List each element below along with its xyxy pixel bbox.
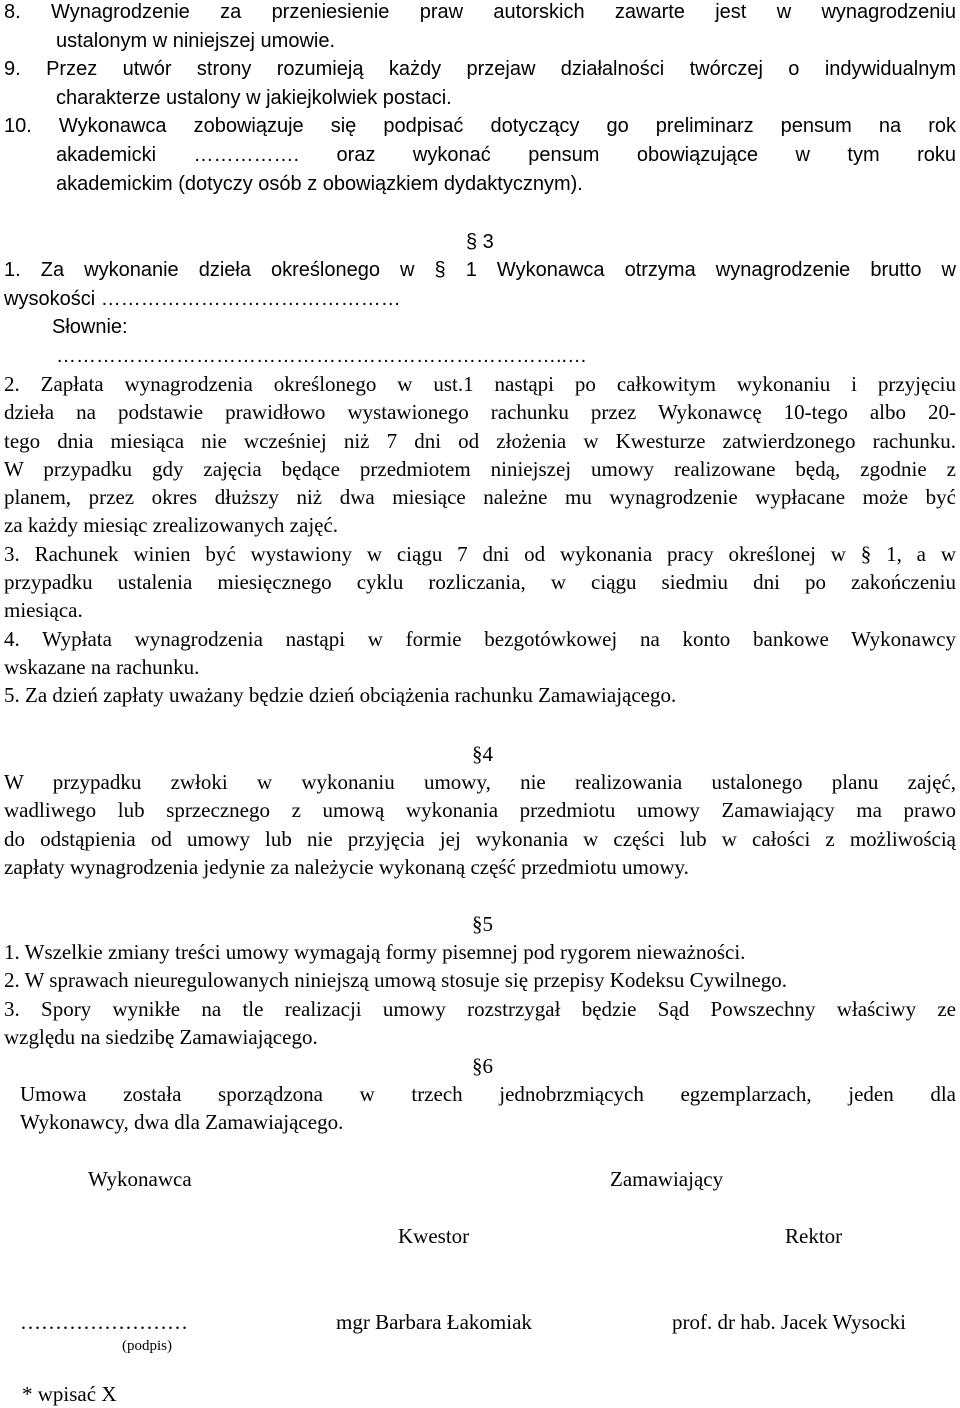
section-5-heading: §5 [472, 912, 493, 936]
item-9-line-1: 9. Przez utwór strony rozumieją każdy przejaw działalności twórczej o indywidualnym [4, 58, 956, 81]
s3-p2-line-2: dzieła na podstawie prawidłowo wystawionego rachunku przez Wykonawcę 10-tego albo 20- [4, 400, 956, 425]
s5-p3-line-1: 3. Spory wynikłe na tle realizacji umowy rozstrzygał będzie Sąd Powszechny właściwy ze [4, 996, 956, 1021]
signature-label-wykonawca: Wykonawca [88, 1167, 192, 1191]
section-4-para [4, 768, 956, 881]
s3-p3-line-3: miesiąca. [4, 598, 83, 623]
section-3-heading: § 3 [466, 231, 494, 253]
section-3-para-2 [4, 370, 956, 710]
s3-p4-line-2: wskazane na rachunku. [4, 654, 200, 679]
s3-p1-line-1: 1. Za wykonanie dzieła określonego w § 1 Wykonawca otrzyma wynagrodzenie brutto w [4, 259, 956, 281]
s3-p2-line-3: tego dnia miesiąca nie wcześniej niż 7 dni od złożenia w Kwesturze zatwierdzonego rachunku. [4, 428, 956, 453]
item-8-text: 8. Wynagrodzenie za przeniesienie praw autorskich zawarte jest w wynagrodzeniu [4, 1, 956, 23]
section-5-para [4, 938, 956, 1051]
s4-line-4: zapłaty wynagrodzenia jedynie za należycie wykonaną część przedmiotu umowy. [4, 854, 689, 879]
s3-p3-line-2: przypadku ustalenia miesięcznego cyklu rozliczania, w ciągu siedmiu dni po zakończeniu [4, 570, 956, 595]
slownie-dots: …………………………………………………………………..… [56, 344, 588, 367]
s3-p5-line-1: 5. Za dzień zapłaty uważany będzie dzień obciążenia rachunku Zamawiającego. [4, 683, 677, 708]
item-9-line-2: charakterze ustalony w jakiejkolwiek postaci. [56, 86, 452, 109]
s4-line-2: wadliwego lub sprzecznego z umową wykonania przedmiotu umowy Zamawiający ma prawo [4, 798, 956, 823]
signature-dots: …………………… [20, 1310, 188, 1334]
s5-p2: 2. W sprawach nieuregulowanych niniejszą umową stosuje się przepisy Kodeksu Cywilnego. [4, 968, 788, 993]
signature-label-kwestor: Kwestor [398, 1224, 470, 1248]
section-6-heading: §6 [472, 1054, 493, 1078]
section-3-para-1 [4, 256, 956, 370]
s4-line-1: W przypadku zwłoki w wykonaniu umowy, nie realizowania ustalonego planu zajęć, [4, 770, 956, 794]
rektor-name: prof. dr hab. Jacek Wysocki [672, 1310, 906, 1334]
s3-p3-line-1: 3. Rachunek winien być wystawiony w ciągu 7 dni od wykonania pracy określonej w § 1, a w [4, 541, 956, 566]
section-4-heading: §4 [472, 742, 493, 766]
item-10-line-1: 10. Wykonawca zobowiązuje się podpisać dotyczący go preliminarz pensum na rok [4, 115, 956, 138]
podpis-label: (podpis) [122, 1338, 172, 1354]
s3-p2-line-1: 2. Zapłata wynagrodzenia określonego w ust.1 nastąpi po całkowitym wykonaniu i przyjęciu [4, 372, 956, 396]
s4-line-3: do odstąpienia od umowy lub nie przyjęcia jej wykonania w części lub w całości z możliwością [4, 826, 956, 851]
intro-items [4, 0, 956, 198]
s3-p2-line-5: planem, przez okres dłuższy niż dwa miesiące należne mu wynagrodzenie wypłacane może być [4, 485, 956, 510]
s3-p4-line-1: 4. Wypłata wynagrodzenia nastąpi w formie bezgotówkowej na konto bankowe Wykonawcy [4, 626, 956, 651]
s3-p2-line-6: za każdy miesiąc zrealizowanych zajęć. [4, 513, 339, 538]
s6-line-2: Wykonawcy, dwa dla Zamawiającego. [20, 1110, 344, 1135]
s6-line-1: Umowa została sporządzona w trzech jednobrzmiących egzemplarzach, jeden dla [20, 1082, 956, 1106]
footnote: * wpisać X [22, 1382, 117, 1406]
signature-label-zamawiajacy: Zamawiający [610, 1167, 724, 1191]
item-8-line-2: ustalonym w niniejszej umowie. [56, 29, 336, 52]
slownie-label: Słownie: [52, 316, 128, 339]
item-10-line-3: akademickim (dotyczy osób z obowiązkiem dydaktycznym). [56, 172, 583, 195]
s5-p1: 1. Wszelkie zmiany treści umowy wymagają formy pisemnej pod rygorem nieważności. [4, 940, 746, 964]
s3-p1-line-2: wysokości ……………………………………… [4, 287, 401, 310]
item-8-line-1 [4, 0, 956, 27]
section-6-para [20, 1080, 956, 1137]
signature-label-rektor: Rektor [785, 1224, 843, 1248]
s3-p2-line-4: W przypadku gdy zajęcia będące przedmiotem niniejszej umowy realizowane będą, zgodnie z [4, 456, 956, 481]
item-10-line-2: akademicki ……………. oraz wykonać pensum obowiązujące w tym roku [56, 143, 956, 166]
s5-p3-line-2: względu na siedzibę Zamawiającego. [4, 1024, 318, 1049]
kwestor-name: mgr Barbara Łakomiak [336, 1310, 532, 1334]
